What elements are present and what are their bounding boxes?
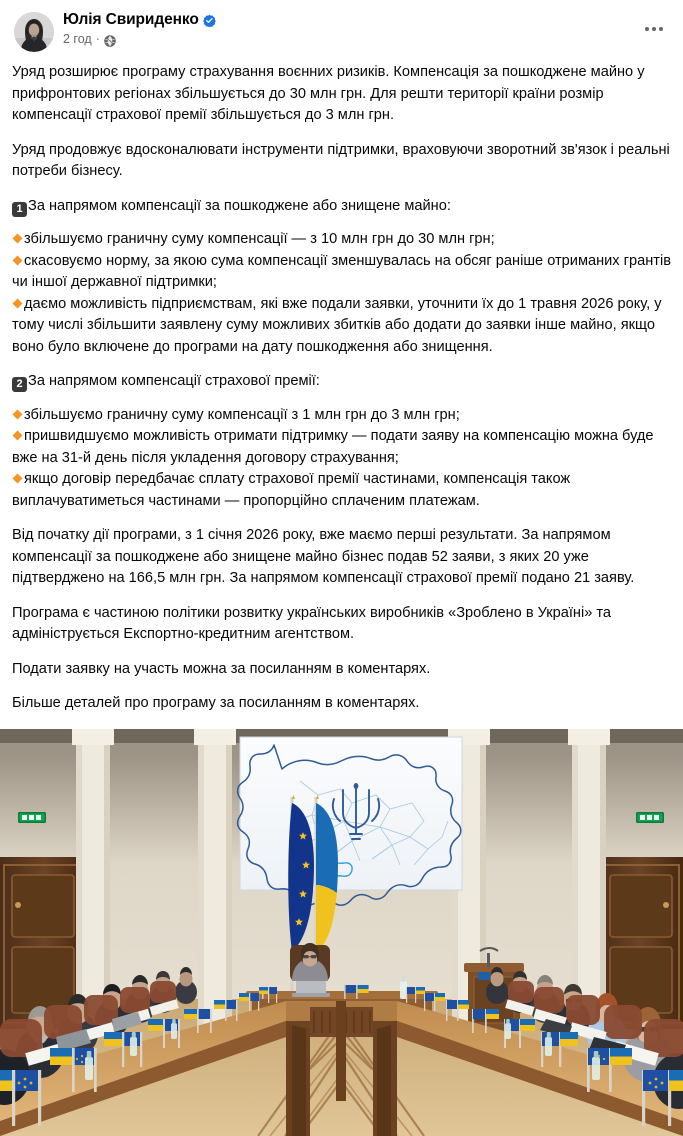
dot (645, 27, 649, 31)
post-timestamp[interactable]: 2 год (63, 31, 92, 46)
section-2-heading-text: За напрямом компенсації страхової премії: (28, 373, 320, 389)
list-item-text: збільшуємо граничну суму компенсації з 1 млн грн до 3 млн грн; (24, 406, 460, 423)
number-badge-2: 2 (12, 377, 27, 392)
meta-separator: · (95, 31, 100, 46)
author-name[interactable]: Юлія Свириденко (63, 11, 199, 28)
diamond-bullet-icon (12, 233, 23, 244)
number-badge-1: 1 (12, 202, 27, 217)
post-header (0, 0, 683, 56)
list-item (12, 469, 671, 512)
section-2-bullets (12, 405, 671, 513)
government-meeting-photo[interactable] (0, 729, 683, 1136)
dot (659, 27, 663, 31)
diamond-bullet-icon (12, 409, 23, 420)
list-item-text: пришвидшуємо можливість отримати підтримку — подати заяву на компенсацію можна буде вже на 31-й день після укладення договору страхування; (12, 428, 654, 466)
list-item (12, 229, 671, 251)
paragraph-policy: Програма є частиною політики розвитку українських виробників «Зроблено в Україні» та адмініструється Експортно-кредитним агентством. (12, 604, 612, 642)
header-text-block (63, 12, 216, 46)
list-item (12, 251, 671, 294)
diamond-bullet-icon (12, 473, 23, 484)
post-meta (63, 32, 216, 46)
paragraph-results: Від початку дії програми, з 1 січня 2026 року, вже маємо перші результати. За напрямом компенсації за пошкоджене або знищене майно бізнес подав 52 заяви, з яких 20 уже підтверджено на 166,5 млн грн. За напрямом компенсації страхової премії подано 21 заяву. (12, 527, 635, 586)
dot (652, 27, 656, 31)
section-1-heading (12, 196, 671, 218)
section-1-bullets (12, 229, 671, 358)
diamond-bullet-icon (12, 298, 23, 309)
list-item-text: скасовуємо норму, за якою сума компенсації зменшувалась на обсяг раніше отриманих грантів чи іншої державної підтримки; (12, 252, 671, 290)
list-item (12, 426, 671, 469)
paragraph-details-link: Більше деталей про програму за посиланням в коментарях. (12, 695, 420, 711)
paragraph-intro: Уряд розширює програму страхування воєнних ризиків. Компенсація за пошкоджене майно у прифронтових регіонах збільшується до 30 млн грн. Для решти території країни розмір компенсації страхової премії збільшується до 3 млн грн. (12, 64, 645, 123)
globe-icon[interactable] (104, 34, 116, 46)
post-body (0, 56, 683, 729)
paragraph-support: Уряд продовжує вдосконалювати інструменти підтримки, враховуючи зворотний зв'язок і реальні потреби бізнесу. (12, 141, 670, 179)
post-options-button[interactable] (639, 18, 669, 40)
section-1-heading-text: За напрямом компенсації за пошкоджене або знищене майно: (28, 197, 451, 214)
verified-badge-icon (203, 14, 216, 27)
paragraph-apply-link: Подати заявку на участь можна за посиланням в коментарях. (12, 660, 431, 677)
author-row (63, 12, 216, 28)
list-item (12, 405, 671, 427)
list-item-text: збільшуємо граничну суму компенсації — з 10 млн грн до 30 млн грн; (24, 231, 495, 247)
section-2-heading (12, 371, 671, 393)
list-item-text: даємо можливість підприємствам, які вже подали заявки, уточнити їх до 1 травня 2026 року, у тому числі збільшити заявлену суму можливих збитків або додати до заявки інше майно, якщо воно було включене до програми на дату пошкодження або знищення. (12, 295, 662, 355)
list-item-text: якщо договір передбачає сплату страхової премії частинами, компенсація також виплачуватиметься частинами — пропорційно сплаченим платежам. (12, 471, 571, 509)
diamond-bullet-icon (12, 255, 23, 266)
list-item (12, 294, 671, 359)
avatar[interactable] (14, 12, 54, 52)
diamond-bullet-icon (12, 430, 23, 441)
